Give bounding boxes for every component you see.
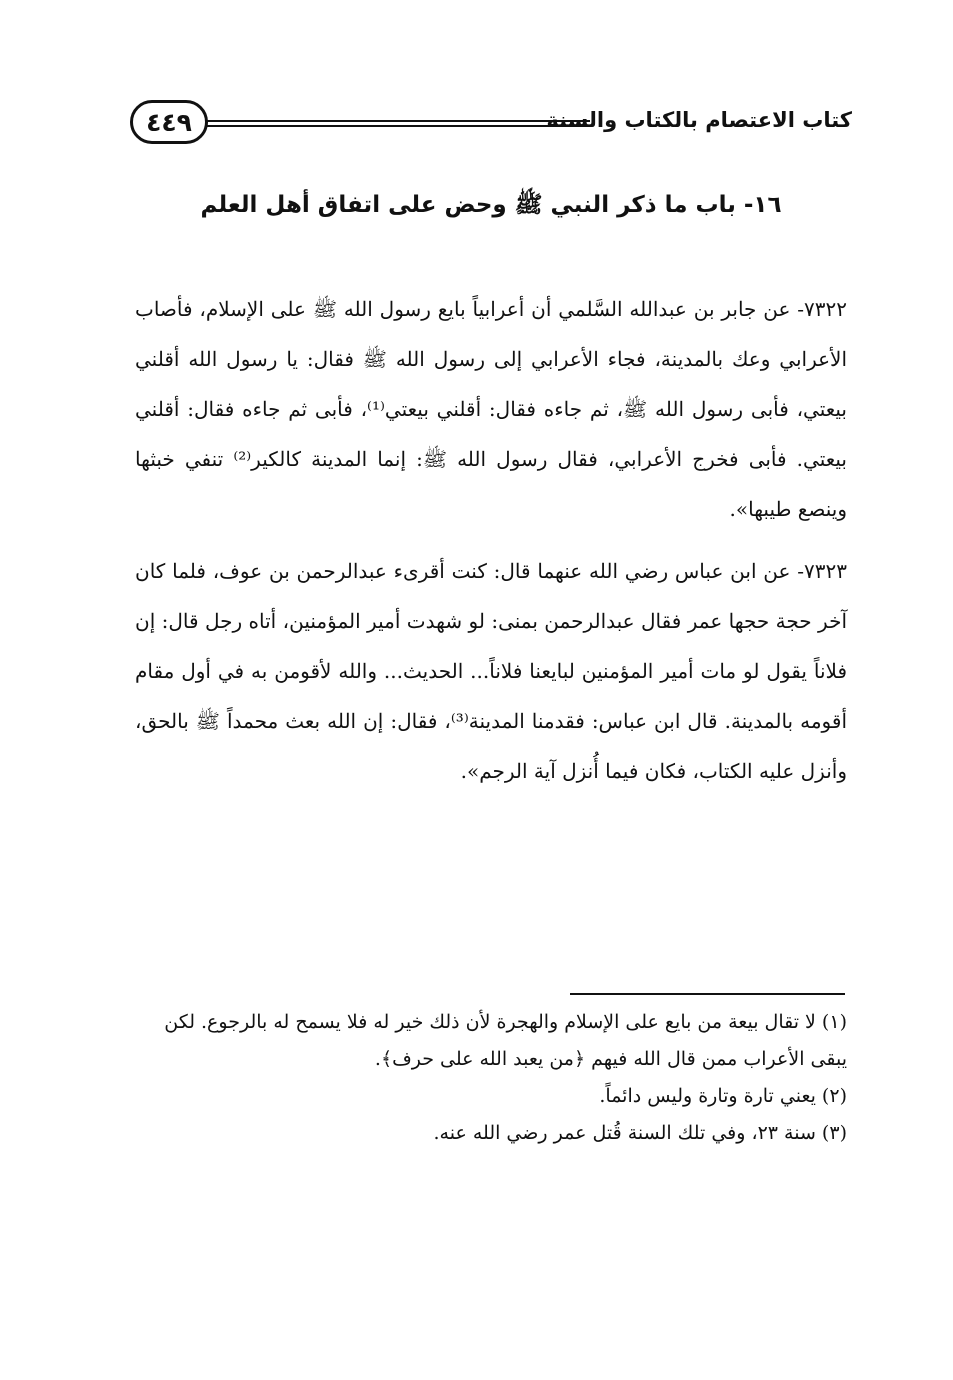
- chapter-title: ١٦- باب ما ذكر النبي ﷺ وحض على اتفاق أهل العلم: [200, 192, 782, 218]
- footnote-item: (١) لا تقال بيعة من بايع على الإسلام والهجرة لأن ذلك خير له فلا يسمح له بالرجوع. لكن يبقى الأعراب ممن قال الله فيهم ﴿من يعبد الله على حرف﴾.: [164, 1011, 847, 1070]
- footnote-item: (٢) يعني تارة وتارة وليس دائماً.: [599, 1085, 847, 1107]
- book-title: كتاب الاعتصام بالكتاب والسنة: [546, 108, 852, 132]
- footnote-divider: [570, 993, 845, 995]
- footnote-item: (٣) سنة ٢٣، وفي تلك السنة قُتل عمر رضي الله عنه.: [433, 1122, 847, 1144]
- page-header: [130, 98, 852, 152]
- footnotes: [125, 1004, 847, 1152]
- page-number-badge: [130, 100, 208, 144]
- hadith-paragraph: ٧٣٢٣- عن ابن عباس رضي الله عنهما قال: كنت أقرىء عبدالرحمن بن عوف، فلما كان آخر حجة حجها عمر فقال عبدالرحمن بمنى: لو شهدت أمير المؤمنين، أتاه رجل قال: إن فلاناً يقول لو مات أمير المؤمنين لبايعنا فلاناً... الحديث... والله لأقومن به في أول مقام أقومه بالمدينة. قال ابن عباس: فقدمنا المدينة⁽³⁾، فقال: إن الله بعث محمداً ﷺ بالحق، وأنزل عليه الكتاب، فكان فيما أُنزل آية الرجم».: [135, 559, 847, 783]
- page-number: ٤٤٩: [146, 107, 192, 137]
- hadith-paragraph: ٧٣٢٢- عن جابر بن عبدالله السَّلمي أن أعرابياً بايع رسول الله ﷺ على الإسلام، فأصاب الأعرابي وعك بالمدينة، فجاء الأعرابي إلى رسول الله ﷺ فقال: يا رسول الله أقلني بيعتي، فأبى رسول الله ﷺ، ثم جاءه فقال: أقلني بيعتي⁽¹⁾، فأبى ثم جاءه فقال: أقلني بيعتي. فأبى فخرج الأعرابي، فقال رسول الله ﷺ: إنما المدينة كالكير⁽²⁾ تنفي خبثها وينصع طيبها».: [135, 297, 847, 521]
- header-divider: [205, 120, 590, 127]
